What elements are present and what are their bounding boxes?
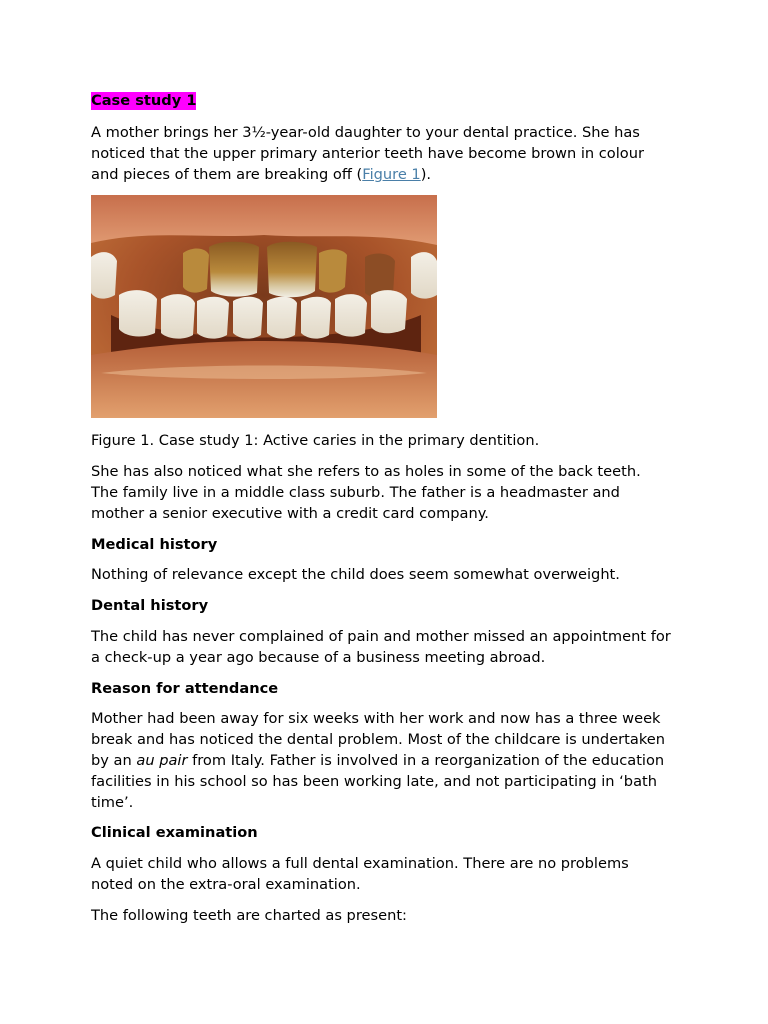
figure-caption: Figure 1. Case study 1: Active caries in the primary dentition. bbox=[91, 432, 540, 450]
family-paragraph: She has also noticed what she refers to as holes in some of the back teeth. The family live in a middle class suburb. The father is a headmaster and mother a senior executive with a credit card company. bbox=[91, 463, 641, 522]
case-study-title: Case study 1 bbox=[91, 92, 197, 109]
clinical-examination-heading: Clinical examination bbox=[91, 824, 258, 842]
reason-for-attendance-heading: Reason for attendance bbox=[91, 679, 279, 697]
title-row bbox=[91, 92, 671, 112]
dental-photo bbox=[91, 195, 437, 418]
reason-text-end: from Italy. Father is involved in a reorganization of the education facilities in his school so has been working late, and not participating in ‘bath time’. bbox=[91, 751, 665, 811]
medical-history-text: Nothing of relevance except the child does seem somewhat overweight. bbox=[91, 566, 620, 584]
teeth-charted-line: The following teeth are charted as present: bbox=[91, 906, 407, 924]
reason-for-attendance-text bbox=[91, 709, 671, 813]
medical-history-heading: Medical history bbox=[91, 535, 218, 553]
intro-text-end: ). bbox=[420, 165, 432, 183]
figure-1-link[interactable]: Figure 1 bbox=[362, 165, 421, 183]
intro-text: A mother brings her 3½-year-old daughter to your dental practice. She has noticed that the upper primary anterior teeth have become brown in colour and pieces of them are breaking off ( bbox=[91, 124, 644, 183]
dental-history-text: The child has never complained of pain and mother missed an appointment for a check-up a year ago because of a business meeting abroad. bbox=[91, 627, 671, 666]
au-pair-term: au pair bbox=[136, 751, 188, 769]
intro-paragraph bbox=[91, 123, 671, 185]
document-page bbox=[91, 92, 671, 937]
dental-history-heading: Dental history bbox=[91, 597, 209, 615]
clinical-examination-text: A quiet child who allows a full dental examination. There are no problems noted on the extra-oral examination. bbox=[91, 855, 629, 893]
reason-text-start: Mother had been away for six weeks with her work and now has a three week break and has noticed the dental problem. Most of the childcare is undertaken by an bbox=[91, 710, 665, 769]
